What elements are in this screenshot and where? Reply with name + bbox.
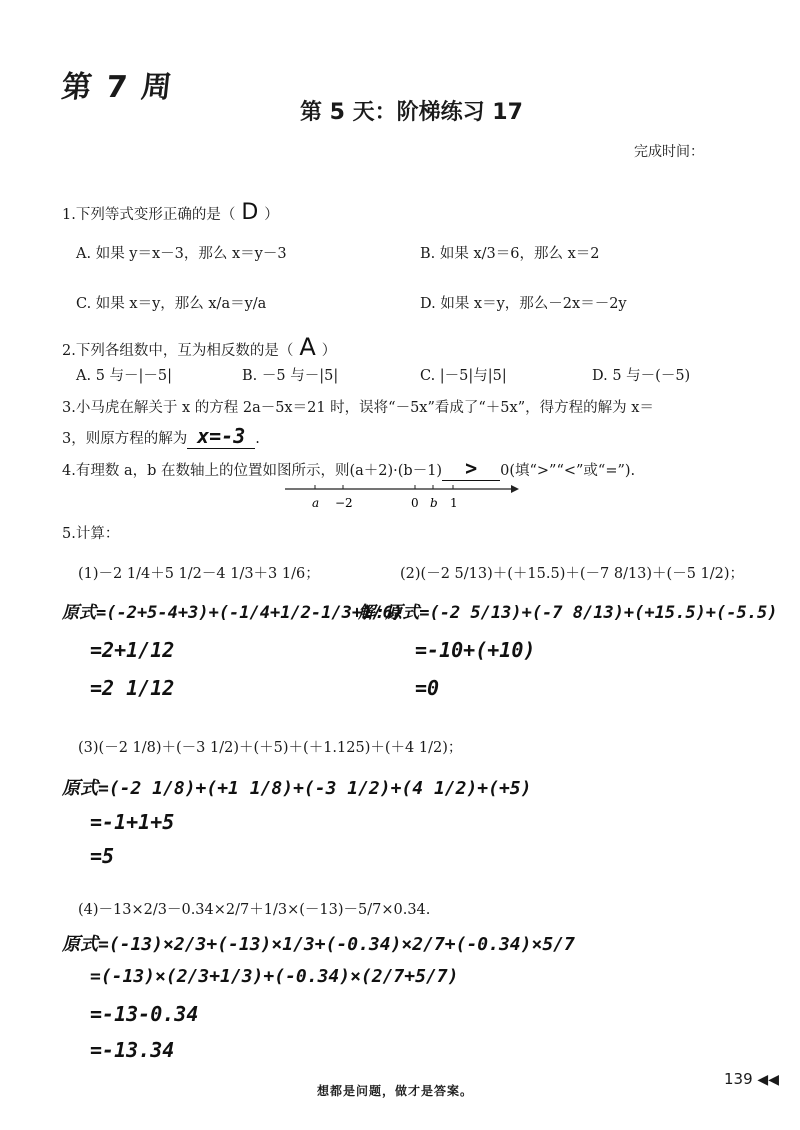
q2-option-c: C. |－5|与|5|	[420, 368, 507, 384]
completion-time-label: 完成时间：	[634, 144, 704, 160]
question-2-stem: 2.下列各组数中，互为相反数的是（	[62, 343, 294, 359]
q5-part-1-work-line-2: =2+1/12	[90, 638, 175, 662]
number-line	[285, 482, 525, 512]
q5-part-4-work-line-1: 原式=(-13)×2/3+(-13)×1/3+(-0.34)×2/7+(-0.34)×5/7	[62, 934, 575, 955]
q5-part-2-work-line-3: =0	[415, 676, 440, 700]
question-4	[62, 456, 635, 481]
q5-part-4-work-line-3: =-13-0.34	[90, 1002, 199, 1026]
question-1-answer: D	[241, 200, 259, 225]
question-1-stem: 1.下列等式变形正确的是（	[62, 207, 236, 223]
q5-part-4-work-line-4: =-13.34	[90, 1038, 175, 1062]
question-2	[62, 333, 336, 361]
week-label: 第 7 周	[59, 70, 176, 105]
q2-option-b: B. －5 与－|5|	[242, 368, 339, 384]
q1-option-b: B. 如果 x/3＝6，那么 x＝2	[420, 246, 600, 262]
q5-part-2-work-line-2: =-10+(+10)	[415, 638, 536, 662]
page-number: 139	[724, 1070, 753, 1088]
axis-label-0: 0	[411, 496, 419, 510]
q5-part-2-expression: (2)(－2 5/13)＋(＋15.5)＋(－7 8/13)＋(－5 1/2)；	[400, 566, 745, 582]
q5-part-3-work-line-1: 原式=(-2 1/8)+(+1 1/8)+(-3 1/2)+(4 1/2)+(+5)	[62, 778, 532, 799]
q5-part-1-work-line-3: =2 1/12	[90, 676, 175, 700]
question-2-stem-end: ）	[321, 343, 337, 359]
q5-part-4-expression: (4)－13×2/3－0.34×2/7＋1/3×(－13)－5/7×0.34.	[78, 902, 431, 918]
question-4-answer: >	[442, 456, 500, 481]
axis-label-b: b	[430, 496, 438, 510]
q1-option-c: C. 如果 x＝y，那么 x/a＝y/a	[76, 296, 267, 312]
q5-part-2-work-line-1: 解:原式=(-2 5/13)+(-7 8/13)+(+15.5)+(-5.5)	[358, 603, 778, 623]
question-3-line-2	[62, 424, 260, 449]
question-3-line-1: 3.小马虎在解关于 x 的方程 2a－5x＝21 时，误将“－5x”看成了“＋5x”，得方程的解为 x＝	[62, 400, 654, 416]
axis-label-a: a	[312, 496, 320, 510]
double-chevron-left-icon: ◀◀	[757, 1072, 779, 1088]
question-1	[62, 200, 279, 225]
page-title: 第 5 天：阶梯练习 17	[300, 100, 523, 125]
footer-motto: 想都是问题，做才是答案。	[317, 1084, 474, 1098]
question-3-answer: x=-3	[187, 424, 255, 449]
page-number-block	[724, 1070, 779, 1088]
q1-option-d: D. 如果 x＝y，那么－2x＝－2y	[420, 296, 627, 312]
q2-option-d: D. 5 与－(－5)	[592, 368, 691, 384]
question-5-label: 5.计算：	[62, 526, 120, 542]
question-4-stem: 4.有理数 a，b 在数轴上的位置如图所示，则(a＋2)·(b－1)	[62, 463, 443, 479]
q5-part-3-expression: (3)(－2 1/8)＋(－3 1/2)＋(＋5)＋(＋1.125)＋(＋4 1/2)；	[78, 740, 463, 756]
question-2-answer: A	[299, 333, 316, 361]
number-line-arrow	[511, 485, 519, 493]
q5-part-4-work-line-2: =(-13)×(2/3+1/3)+(-0.34)×(2/7+5/7)	[90, 966, 459, 987]
question-1-stem-end: ）	[264, 207, 279, 223]
q5-part-3-work-line-3: =5	[90, 844, 115, 868]
question-3-suffix: .	[255, 431, 260, 447]
axis-label-1: 1	[450, 496, 458, 510]
q1-option-a: A. 如果 y＝x－3，那么 x＝y－3	[76, 246, 287, 262]
axis-label-minus-2: −2	[335, 496, 353, 510]
q5-part-1-expression: (1)－2 1/4＋5 1/2－4 1/3＋3 1/6；	[78, 566, 320, 582]
q2-option-a: A. 5 与－|－5|	[76, 368, 173, 384]
q5-part-1-work-line-1: 原式=(-2+5-4+3)+(-1/4+1/2-1/3+1/6)	[62, 603, 404, 623]
q5-part-3-work-line-2: =-1+1+5	[90, 810, 175, 834]
question-3-prefix: 3，则原方程的解为	[62, 431, 188, 447]
question-4-suffix: 0(填“>”“<”或“=”).	[500, 463, 636, 479]
